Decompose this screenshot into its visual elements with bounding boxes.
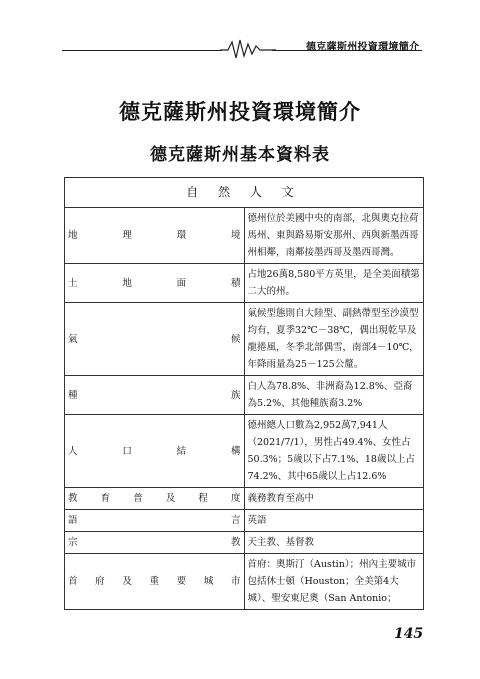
table-row (65, 510, 424, 532)
row-label: 地理環境 (65, 208, 245, 264)
page-subtitle: 德克薩斯州基本資料表 (150, 145, 330, 165)
page-number: 145 (394, 626, 424, 642)
row-value: 氣候型態則自大陸型、副熱帶型至沙漠型均有，夏季32℃－38℃，偶出現乾旱及龍捲風，冬季北部偶雪，南部4－10℃，年降雨量為25－125公釐。 (244, 303, 424, 376)
row-label: 教育普及程度 (65, 488, 245, 510)
table-row (65, 376, 424, 415)
row-value: 占地26萬8,580平方英里，是全美面積第二大的州。 (244, 264, 424, 303)
row-label: 語言 (65, 510, 245, 532)
table-row (65, 554, 424, 610)
row-value: 天主教、基督教 (244, 532, 424, 554)
row-label: 種族 (65, 376, 245, 415)
section-heading: 自 然 人 文 (65, 178, 424, 208)
row-value: 德州位於美國中央的南部，北與奧克拉荷馬州、東與路易斯安那州、西與新墨西哥州相鄰，南鄰接墨西哥及墨西哥灣。 (244, 208, 424, 264)
running-header: 德克薩斯州投資環境簡介 (306, 42, 420, 53)
table-row (65, 488, 424, 510)
row-value: 英語 (244, 510, 424, 532)
row-value: 義務教育至高中 (244, 488, 424, 510)
basic-info-table (64, 177, 424, 610)
page-title: 德克薩斯州投資環境簡介 (119, 100, 361, 124)
table-row (65, 415, 424, 488)
row-value: 白人為78.8%、非洲裔為12.8%、亞裔為5.2%、其他種族裔3.2% (244, 376, 424, 415)
row-label: 首府及重要城市 (65, 554, 245, 610)
row-label: 宗教 (65, 532, 245, 554)
header-rule-left (62, 50, 222, 51)
row-value: 首府：奧斯汀（Austin）；州內主要城市包括休士頓（Houston；全美第4大城）、聖安東尼奧（San Antonio； (244, 554, 424, 610)
row-value: 德州總人口數為2,952萬7,941人（2021/7/1），男性占49.4%、女性占50.3%；5歲以下占7.1%、18歲以上占74.2%、其中65歲以上占12.6% (244, 415, 424, 488)
row-label: 人口結構 (65, 415, 245, 488)
table-section-row (65, 178, 424, 208)
row-label: 氣候 (65, 303, 245, 376)
table-row (65, 208, 424, 264)
table-row (65, 303, 424, 376)
table-row (65, 532, 424, 554)
table-row (65, 264, 424, 303)
row-label: 土地面積 (65, 264, 245, 303)
heartbeat-line-icon (220, 38, 276, 60)
